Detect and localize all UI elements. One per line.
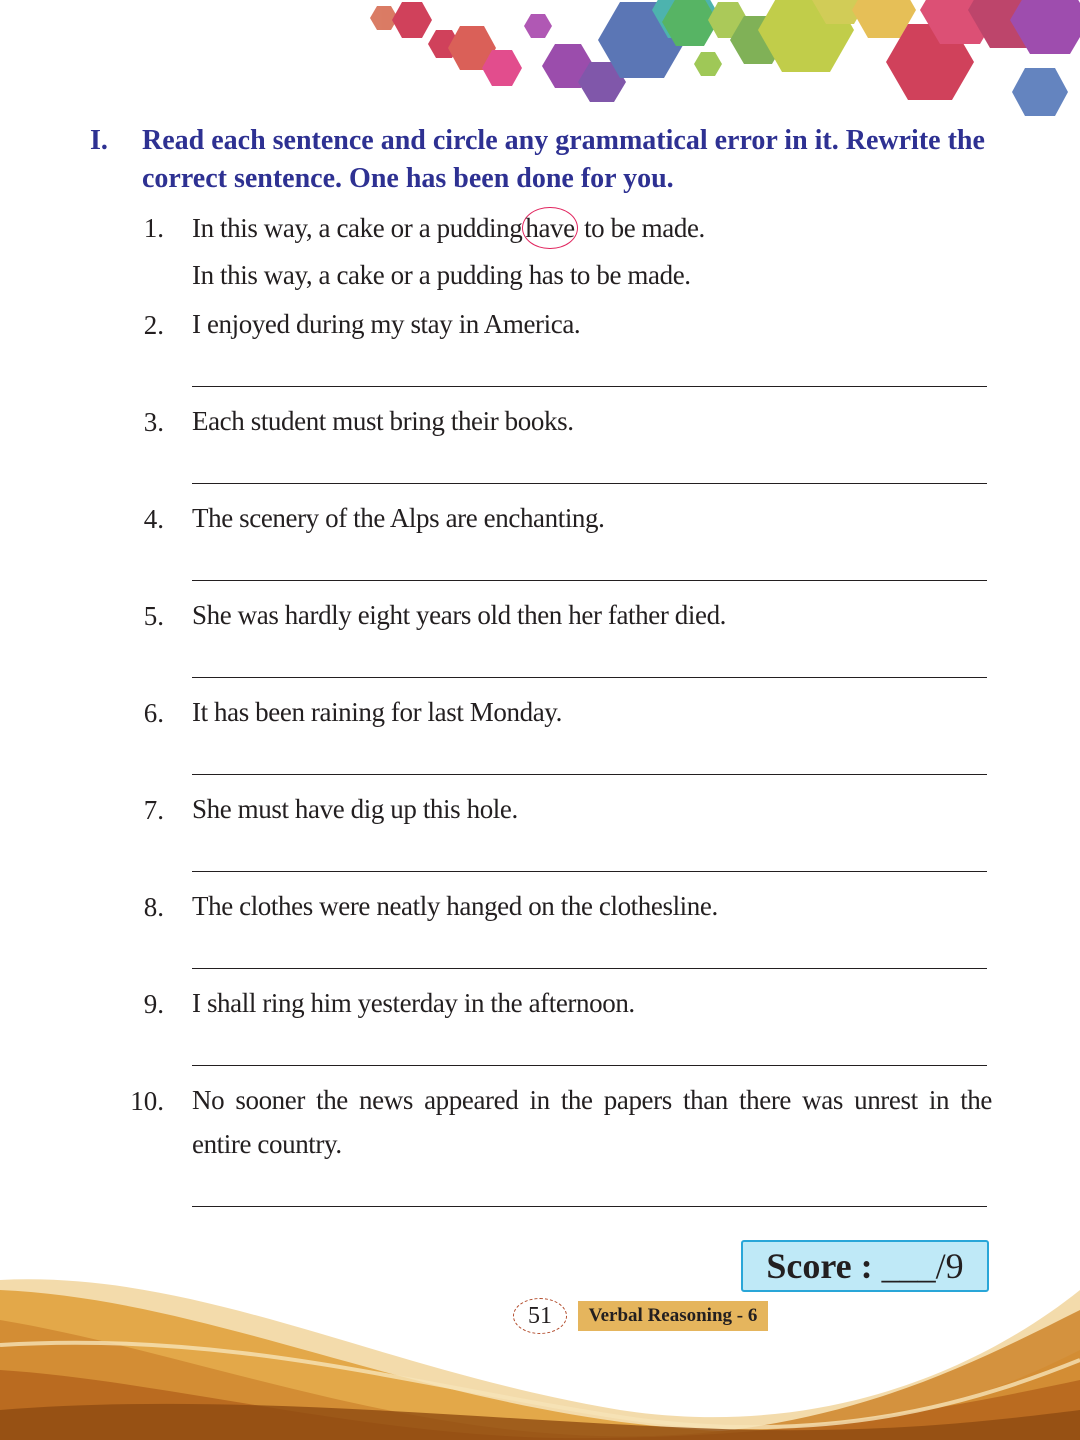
answer-line[interactable] <box>192 483 987 484</box>
example-answer: In this way, a cake or a pudding has to be made. <box>192 260 691 290</box>
hexagon-decoration <box>0 0 1080 130</box>
question-text: She must have dig up this hole. <box>192 794 518 824</box>
score-blank[interactable]: ___ <box>881 1246 936 1286</box>
answer-line[interactable] <box>192 386 987 387</box>
answer-line[interactable] <box>192 677 987 678</box>
question-number: 4. <box>143 504 164 534</box>
section-numeral: I. <box>90 125 108 156</box>
instruction-text: Read each sentence and circle any grammatical error in it. Rewrite the correct sentence. One has been done for you. <box>142 125 985 194</box>
question-text: The clothes were neatly hanged on the clothesline. <box>192 891 718 921</box>
answer-line[interactable] <box>192 1065 987 1066</box>
question-text: Each student must bring their books. <box>192 406 574 436</box>
circled-error-word: have <box>522 207 577 249</box>
question-number: 9. <box>143 989 164 1019</box>
question-number: 7. <box>143 795 164 825</box>
question-number: 10. <box>130 1086 164 1116</box>
question-text: She was hardly eight years old then her father died. <box>192 600 727 630</box>
answer-line[interactable] <box>192 580 987 581</box>
score-label: Score : <box>766 1246 873 1286</box>
answer-line[interactable] <box>192 1206 987 1207</box>
score-total: /9 <box>935 1246 964 1286</box>
question-number: 3. <box>143 407 164 437</box>
example-after: to be made. <box>584 213 705 243</box>
question-number: 6. <box>143 698 164 728</box>
question-number: 5. <box>143 601 164 631</box>
question-text: The scenery of the Alps are enchanting. <box>192 503 605 533</box>
book-title-badge: Verbal Reasoning - 6 <box>578 1301 768 1331</box>
example-before: In this way, a cake or a pudding <box>192 213 523 243</box>
example-sentence <box>192 206 992 250</box>
answer-line[interactable] <box>192 774 987 775</box>
question-number: 1. <box>143 213 164 243</box>
question-text: I shall ring him yesterday in the afternoon. <box>192 988 635 1018</box>
question-number: 8. <box>143 892 164 922</box>
question-text: It has been raining for last Monday. <box>192 697 562 727</box>
question-text: No sooner the news appeared in the papers than there was unrest in the entire country. <box>192 1085 992 1159</box>
answer-line[interactable] <box>192 968 987 969</box>
page-number: 51 <box>513 1298 567 1334</box>
score-box <box>741 1240 989 1292</box>
question-text: I enjoyed during my stay in America. <box>192 309 581 339</box>
answer-line[interactable] <box>192 871 987 872</box>
question-number: 2. <box>143 310 164 340</box>
